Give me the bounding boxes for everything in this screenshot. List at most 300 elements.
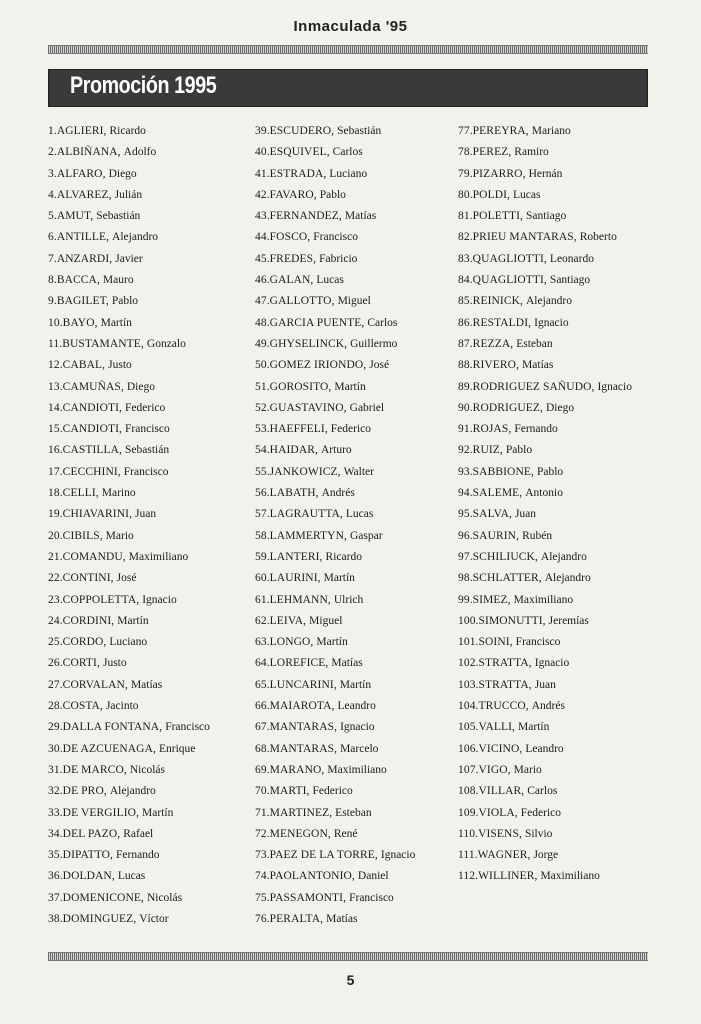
student-surname: 30.DE AZCUENAGA, <box>48 742 156 755</box>
student-surname: 22.CONTINI, <box>48 572 114 585</box>
student-first-name: Justo <box>102 657 127 670</box>
student-first-name: Juan <box>534 678 556 691</box>
student-column-1 <box>48 121 210 930</box>
section-header <box>48 69 648 107</box>
student-first-name: Santiago <box>549 274 591 287</box>
student-first-name: Arturo <box>320 444 352 457</box>
page-number: 5 <box>346 972 355 988</box>
student-surname: 56.LABATH, <box>255 487 319 500</box>
student-surname: 31.DE MARCO, <box>48 763 127 776</box>
student-surname: 110.VISENS, <box>458 827 522 840</box>
student-entry <box>48 313 210 334</box>
student-first-name: Esteban <box>335 806 372 819</box>
student-surname: 46.GALAN, <box>255 274 314 287</box>
student-surname: 10.BAYO, <box>48 316 98 329</box>
student-first-name: Guillermo <box>350 337 398 350</box>
student-first-name: Gaspar <box>349 529 383 542</box>
student-entry <box>48 398 210 419</box>
student-surname: 20.CIBILS, <box>48 529 103 542</box>
student-surname: 33.DE VERGILIO, <box>48 806 140 819</box>
student-column-3 <box>458 121 632 888</box>
student-entry <box>458 845 632 866</box>
student-surname: 87.REZZA, <box>458 337 514 350</box>
student-surname: 70.MARTI, <box>255 785 310 798</box>
student-entry <box>48 164 210 185</box>
student-first-name: Marino <box>101 487 136 500</box>
student-entry <box>255 185 415 206</box>
student-entry <box>48 845 210 866</box>
student-entry <box>48 739 210 760</box>
student-surname: 92.RUIZ, <box>458 444 503 457</box>
student-entry <box>255 675 415 696</box>
student-entry <box>255 419 415 440</box>
student-entry <box>255 377 415 398</box>
student-entry <box>48 377 210 398</box>
student-entry <box>458 164 632 185</box>
student-first-name: Alejandro <box>112 231 159 244</box>
student-entry <box>48 142 210 163</box>
student-first-name: Matías <box>522 359 554 372</box>
student-first-name: Gabriel <box>349 401 385 414</box>
student-surname: 73.PAEZ DE LA TORRE, <box>255 849 378 862</box>
student-surname: 75.PASSAMONTI, <box>255 891 347 904</box>
student-surname: 32.DE PRO, <box>48 785 107 798</box>
student-entry <box>255 653 415 674</box>
student-first-name: Pablo <box>111 295 139 308</box>
student-first-name: Andrés <box>321 487 355 500</box>
student-surname: 38.DOMINGUEZ, <box>48 912 137 925</box>
student-entry <box>255 760 415 781</box>
student-surname: 66.MAIAROTA, <box>255 700 335 713</box>
student-first-name: Martín <box>142 806 174 819</box>
student-first-name: Víctor <box>139 912 169 925</box>
student-entry <box>458 824 632 845</box>
student-first-name: Jeremías <box>548 614 589 627</box>
student-surname: 13.CAMUÑAS, <box>48 380 124 393</box>
student-surname: 35.DIPATTO, <box>48 849 114 862</box>
student-surname: 39.ESCUDERO, <box>255 125 335 137</box>
student-entry <box>458 739 632 760</box>
student-entry <box>48 419 210 440</box>
student-entry <box>255 611 415 632</box>
student-first-name: Francisco <box>349 891 394 904</box>
student-first-name: Martín <box>117 614 149 627</box>
student-entry <box>48 590 210 611</box>
student-first-name: Martín <box>316 636 348 649</box>
student-first-name: Nicolás <box>146 891 183 904</box>
student-entry <box>48 270 210 291</box>
student-entry <box>255 440 415 461</box>
student-entry <box>48 185 210 206</box>
student-first-name: Marcelo <box>340 742 379 755</box>
student-surname: 52.GUASTAVINO, <box>255 401 347 414</box>
student-first-name: Martín <box>518 721 550 734</box>
student-entry <box>48 249 210 270</box>
student-first-name: Mario <box>513 763 542 776</box>
student-surname: 98.SCHLATTER, <box>458 572 542 585</box>
student-entry <box>255 504 415 525</box>
student-surname: 23.COPPOLETTA, <box>48 593 140 606</box>
student-entry <box>48 334 210 355</box>
student-surname: 59.LANTERI, <box>255 550 323 563</box>
student-first-name: Miguel <box>337 295 371 308</box>
student-entry <box>48 291 210 312</box>
student-first-name: Alejandro <box>109 785 156 798</box>
student-entry <box>458 866 632 887</box>
student-entry <box>255 462 415 483</box>
student-surname: 8.BACCA, <box>48 274 100 287</box>
student-entry <box>255 888 415 909</box>
student-entry <box>255 355 415 376</box>
student-entry <box>458 227 632 248</box>
student-first-name: Leonardo <box>549 252 594 265</box>
student-entry <box>255 866 415 887</box>
student-entry <box>48 526 210 547</box>
student-entry <box>458 355 632 376</box>
student-surname: 12.CABAL, <box>48 359 106 372</box>
student-first-name: Francisco <box>123 465 169 478</box>
student-surname: 48.GARCIA PUENTE, <box>255 316 365 329</box>
student-surname: 37.DOMENICONE, <box>48 891 144 904</box>
student-surname: 43.FERNANDEZ, <box>255 210 342 223</box>
student-first-name: Federico <box>520 806 562 819</box>
student-entry <box>48 888 210 909</box>
student-surname: 72.MENEGON, <box>255 827 331 840</box>
student-first-name: Matías <box>344 210 377 223</box>
student-entry <box>458 675 632 696</box>
student-first-name: Rafael <box>123 827 154 840</box>
student-surname: 24.CORDINI, <box>48 614 115 627</box>
student-surname: 100.SIMONUTTI, <box>458 614 546 627</box>
student-surname: 65.LUNCARINI, <box>255 678 337 691</box>
student-entry <box>48 355 210 376</box>
student-entry <box>458 611 632 632</box>
student-surname: 76.PERALTA, <box>255 912 324 925</box>
student-first-name: Martín <box>323 572 355 585</box>
student-surname: 51.GOROSITO, <box>255 380 332 393</box>
bottom-divider <box>48 952 648 961</box>
student-surname: 44.FOSCO, <box>255 231 311 244</box>
student-first-name: Fabricio <box>319 252 358 265</box>
student-entry <box>48 632 210 653</box>
student-surname: 77.PEREYRA, <box>458 125 529 137</box>
student-surname: 50.GOMEZ IRIONDO, <box>255 359 367 372</box>
student-entry <box>458 653 632 674</box>
student-entry <box>458 696 632 717</box>
student-entry <box>48 717 210 738</box>
student-first-name: Roberto <box>579 231 617 244</box>
student-surname: 96.SAURIN, <box>458 529 520 542</box>
student-first-name: Carlos <box>367 316 398 329</box>
student-surname: 21.COMANDU, <box>48 550 126 563</box>
student-first-name: Juan <box>135 508 157 521</box>
student-entry <box>458 249 632 270</box>
student-first-name: Francisco <box>125 423 170 436</box>
student-surname: 69.MARANO, <box>255 763 325 776</box>
student-entry <box>48 611 210 632</box>
student-entry <box>255 696 415 717</box>
student-first-name: Federico <box>330 423 371 436</box>
student-first-name: Adolfo <box>123 146 157 159</box>
student-surname: 49.GHYSELINCK, <box>255 337 348 350</box>
student-entry <box>255 142 415 163</box>
student-surname: 61.LEHMANN, <box>255 593 331 606</box>
student-entry <box>458 270 632 291</box>
student-first-name: José <box>369 359 390 372</box>
student-entry <box>255 164 415 185</box>
student-entry <box>255 398 415 419</box>
student-entry <box>458 632 632 653</box>
student-entry <box>48 206 210 227</box>
student-entry <box>255 547 415 568</box>
student-first-name: Enrique <box>158 742 196 755</box>
student-entry <box>255 632 415 653</box>
student-first-name: Andrés <box>531 700 565 713</box>
student-first-name: Maximiliano <box>128 550 189 563</box>
student-entry <box>458 462 632 483</box>
student-entry <box>458 121 632 142</box>
student-first-name: Luciano <box>109 636 148 649</box>
student-surname: 81.POLETTI, <box>458 210 523 223</box>
student-entry <box>48 227 210 248</box>
student-first-name: Antonio <box>525 487 563 500</box>
student-surname: 54.HAIDAR, <box>255 444 318 457</box>
student-entry <box>458 419 632 440</box>
student-first-name: Lucas <box>513 188 541 201</box>
student-surname: 64.LOREFICE, <box>255 657 329 670</box>
student-surname: 102.STRATTA, <box>458 657 532 670</box>
student-surname: 53.HAEFFELI, <box>255 423 328 436</box>
student-surname: 71.MARTINEZ, <box>255 806 333 819</box>
student-first-name: Lucas <box>117 870 146 883</box>
student-entry <box>255 803 415 824</box>
student-entry <box>48 547 210 568</box>
student-first-name: Mario <box>105 529 134 542</box>
student-first-name: Martín <box>100 316 132 329</box>
student-first-name: Jacinto <box>105 700 139 713</box>
student-surname: 101.SOINI, <box>458 636 513 649</box>
student-first-name: Diego <box>546 401 575 414</box>
student-entry <box>458 142 632 163</box>
student-surname: 107.VIGO, <box>458 763 511 776</box>
student-entry <box>48 803 210 824</box>
student-entry <box>255 781 415 802</box>
student-entry <box>255 270 415 291</box>
student-first-name: Martín <box>334 380 366 393</box>
publication-title: Inmaculada '95 <box>293 18 408 35</box>
student-surname: 82.PRIEU MANTARAS, <box>458 231 577 244</box>
student-entry <box>255 526 415 547</box>
student-first-name: Ulrich <box>333 593 364 606</box>
student-entry <box>458 717 632 738</box>
student-surname: 106.VICINO, <box>458 742 523 755</box>
student-first-name: Pablo <box>319 188 346 201</box>
student-first-name: Mariano <box>531 125 571 137</box>
student-entry <box>48 121 210 142</box>
student-entry <box>255 483 415 504</box>
student-surname: 68.MANTARAS, <box>255 742 338 755</box>
student-surname: 15.CANDIOTI, <box>48 423 123 436</box>
student-first-name: Leandro <box>525 742 564 755</box>
student-entry <box>458 781 632 802</box>
student-first-name: Maximiliano <box>513 593 574 606</box>
student-surname: 36.DOLDAN, <box>48 870 115 883</box>
student-surname: 1.AGLIERI, <box>48 125 107 137</box>
student-entry <box>458 760 632 781</box>
student-surname: 4.ALVAREZ, <box>48 188 112 201</box>
student-surname: 2.ALBIÑANA, <box>48 146 121 159</box>
student-entry <box>458 313 632 334</box>
student-first-name: Maximiliano <box>327 763 387 776</box>
student-surname: 16.CASTILLA, <box>48 444 123 457</box>
student-first-name: Gonzalo <box>146 337 186 350</box>
student-first-name: Ignacio <box>534 657 570 670</box>
student-surname: 105.VALLI, <box>458 721 516 734</box>
student-surname: 5.AMUT, <box>48 210 94 223</box>
student-surname: 91.ROJAS, <box>458 423 512 436</box>
student-entry <box>255 590 415 611</box>
student-entry <box>48 440 210 461</box>
student-entry <box>458 440 632 461</box>
student-first-name: Nicolás <box>129 763 165 776</box>
student-first-name: Rubén <box>522 529 553 542</box>
student-surname: 95.SALVA, <box>458 508 512 521</box>
student-entry <box>48 909 210 930</box>
student-entry <box>48 781 210 802</box>
student-entry <box>48 462 210 483</box>
student-entry <box>48 824 210 845</box>
student-entry <box>458 504 632 525</box>
student-entry <box>48 653 210 674</box>
student-first-name: Santiago <box>525 210 567 223</box>
student-surname: 97.SCHILIUCK, <box>458 550 538 563</box>
student-first-name: Daniel <box>357 870 389 883</box>
student-first-name: Esteban <box>516 337 553 350</box>
student-surname: 99.SIMEZ, <box>458 593 511 606</box>
student-surname: 103.STRATTA, <box>458 678 532 691</box>
student-entry <box>255 717 415 738</box>
student-first-name: Julián <box>114 188 143 201</box>
student-first-name: Ricardo <box>325 550 362 563</box>
student-entry <box>458 291 632 312</box>
student-surname: 41.ESTRADA, <box>255 167 327 180</box>
student-surname: 104.TRUCCO, <box>458 700 529 713</box>
student-first-name: Sebastián <box>125 444 170 457</box>
student-surname: 55.JANKOWICZ, <box>255 465 341 478</box>
student-surname: 86.RESTALDI, <box>458 316 532 329</box>
student-surname: 108.VILLAR, <box>458 785 525 798</box>
student-surname: 85.REINICK, <box>458 295 523 308</box>
student-surname: 88.RIVERO, <box>458 359 520 372</box>
student-first-name: Matías <box>130 678 163 691</box>
student-first-name: Lucas <box>345 508 374 521</box>
student-first-name: Javier <box>115 252 143 265</box>
student-surname: 78.PEREZ, <box>458 146 512 159</box>
student-list <box>0 121 701 931</box>
student-entry <box>255 824 415 845</box>
student-entry <box>255 845 415 866</box>
student-surname: 90.RODRIGUEZ, <box>458 401 543 414</box>
student-surname: 25.CORDO, <box>48 636 107 649</box>
student-surname: 9.BAGILET, <box>48 295 109 308</box>
student-surname: 84.QUAGLIOTTI, <box>458 274 547 287</box>
student-entry <box>458 547 632 568</box>
student-first-name: Pablo <box>505 444 533 457</box>
student-first-name: Luciano <box>329 167 368 180</box>
student-entry <box>458 185 632 206</box>
student-first-name: Jorge <box>533 849 559 862</box>
student-entry <box>255 909 415 930</box>
top-divider <box>48 45 648 54</box>
student-surname: 109.VIOLA, <box>458 806 518 819</box>
student-entry <box>458 206 632 227</box>
student-first-name: Hernán <box>528 167 563 180</box>
student-surname: 28.COSTA, <box>48 700 103 713</box>
student-first-name: Ignacio <box>534 316 569 329</box>
student-surname: 93.SABBIONE, <box>458 465 534 478</box>
student-entry <box>458 590 632 611</box>
student-entry <box>48 568 210 589</box>
student-first-name: Alejandro <box>540 550 587 563</box>
student-first-name: Juan <box>514 508 537 521</box>
student-first-name: Ignacio <box>380 849 416 862</box>
student-surname: 67.MANTARAS, <box>255 721 338 734</box>
student-first-name: Sebastián <box>96 210 141 223</box>
student-first-name: Diego <box>108 167 137 180</box>
student-first-name: José <box>116 572 137 585</box>
student-surname: 18.CELLI, <box>48 487 99 500</box>
student-entry <box>255 121 415 142</box>
student-first-name: Federico <box>312 785 353 798</box>
student-column-2 <box>255 121 415 930</box>
student-first-name: Mauro <box>102 274 134 287</box>
student-surname: 11.BUSTAMANTE, <box>48 337 144 350</box>
student-surname: 7.ANZARDI, <box>48 252 113 265</box>
student-entry <box>458 483 632 504</box>
student-surname: 80.POLDI, <box>458 188 511 201</box>
student-first-name: Lucas <box>316 274 344 287</box>
student-surname: 89.RODRIGUEZ SAÑUDO, <box>458 380 595 393</box>
student-surname: 63.LONGO, <box>255 636 314 649</box>
student-surname: 34.DEL PAZO, <box>48 827 121 840</box>
student-surname: 26.CORTI, <box>48 657 100 670</box>
student-surname: 27.CORVALAN, <box>48 678 128 691</box>
student-entry <box>255 249 415 270</box>
student-first-name: Pablo <box>536 465 564 478</box>
student-surname: 83.QUAGLIOTTI, <box>458 252 547 265</box>
student-surname: 62.LEIVA, <box>255 614 307 627</box>
student-first-name: Miguel <box>309 614 343 627</box>
student-first-name: Matías <box>326 912 358 925</box>
student-entry <box>458 568 632 589</box>
student-entry <box>255 206 415 227</box>
student-entry <box>48 483 210 504</box>
student-first-name: Ignacio <box>340 721 375 734</box>
student-surname: 111.WAGNER, <box>458 849 531 862</box>
student-first-name: Francisco <box>165 721 210 734</box>
student-first-name: René <box>333 827 358 840</box>
student-surname: 57.LAGRAUTTA, <box>255 508 343 521</box>
student-entry <box>458 334 632 355</box>
student-first-name: Ignacio <box>142 593 177 606</box>
student-first-name: Ignacio <box>597 380 632 393</box>
student-entry <box>255 291 415 312</box>
student-first-name: Carlos <box>332 146 363 159</box>
student-first-name: Maximiliano <box>540 870 600 883</box>
student-entry <box>48 675 210 696</box>
student-entry <box>255 568 415 589</box>
student-first-name: Ricardo <box>109 125 146 137</box>
